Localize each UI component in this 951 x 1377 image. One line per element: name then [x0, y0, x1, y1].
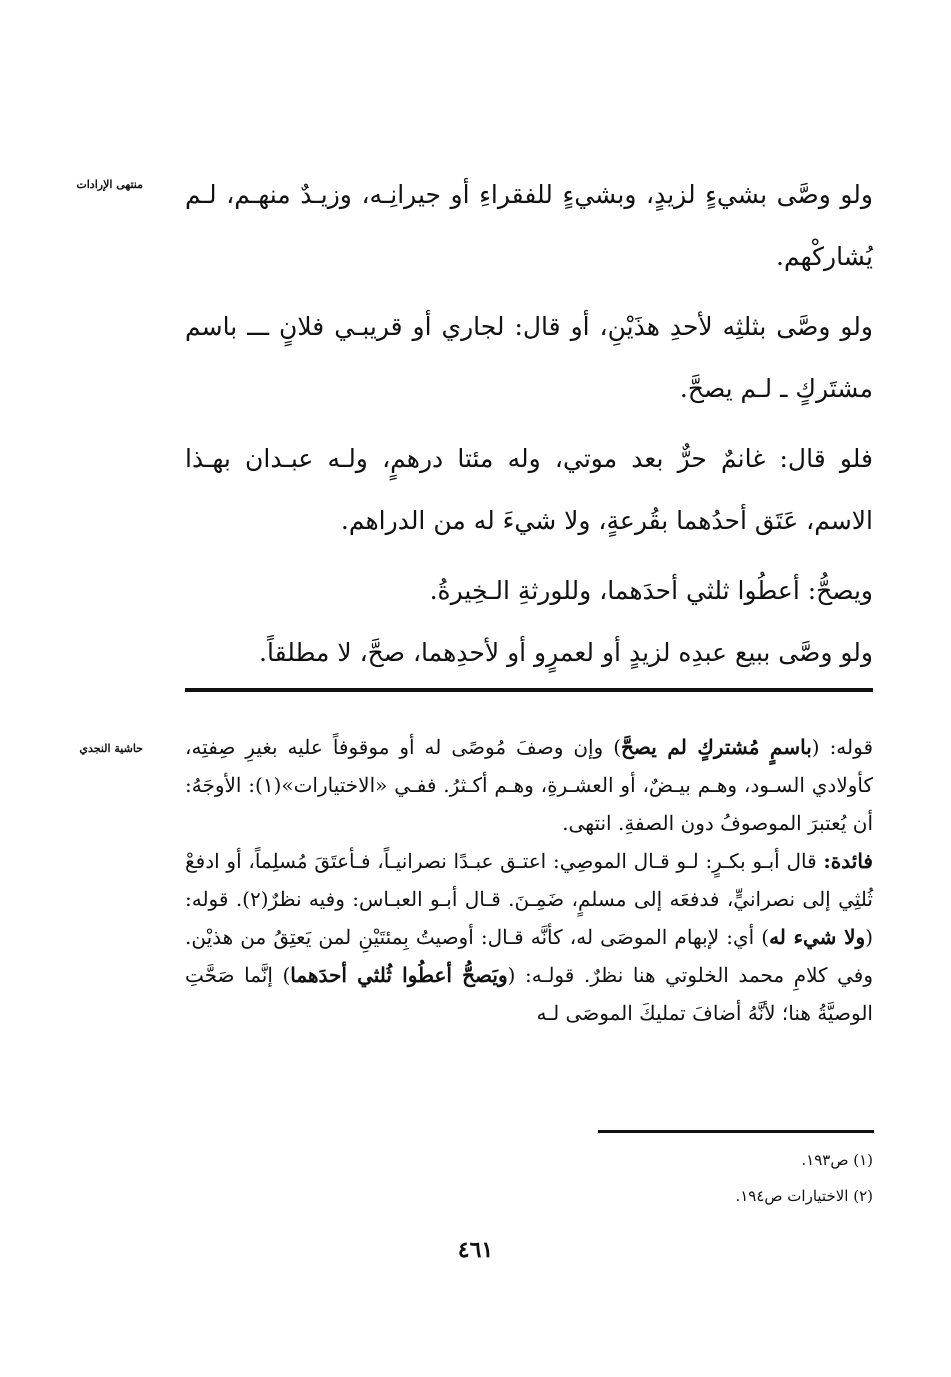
main-paragraph: ولو وصَّى بثلثِه لأحدِ هذَيْنِ، أو قال: لجاري أو قريبـي فلانٍ ـــ باسم مشتَركٍ ـ لـم يصحَّ. [185, 312, 873, 403]
page-number: ٤٦١ [457, 1237, 494, 1263]
commentary-paragraph [185, 728, 873, 842]
commentary-text: ) إنَّما صَحَّتِ الوصيَّةُ هنا؛ لأنَّهُ أضافَ تمليكَ الموصَى لـه [185, 963, 873, 1025]
main-text-block [185, 164, 873, 684]
footnote: (١) ص١٩٣. [801, 1151, 873, 1169]
commentary-lead: قوله: ( [811, 735, 874, 759]
footnote: (٢) الاختيارات ص١٩٤. [735, 1187, 873, 1205]
commentary-block [185, 728, 873, 1032]
running-header-book-title: منتهى الإرادات [76, 178, 143, 191]
main-paragraph: ولو وصَّى ببيع عبدِه لزيدٍ أو لعمرٍو أو لأحدِهما، صحَّ، لا مطلقاً. [259, 638, 873, 667]
quoted-phrase: ويَصحُّ أعطُوا ثُلثي أحدَهما [290, 963, 508, 987]
footnote-divider [598, 1130, 874, 1133]
quoted-phrase: ولا شيء له [769, 925, 866, 949]
main-paragraph: فلو قال: غانمٌ حرٌّ بعد موتي، وله مئتا درهمٍ، ولـه عبـدان بهـذا الاسم، عَتَق أحدُهما بقُرعةٍ، ولا شيءَ له من الدراهم. [185, 444, 873, 535]
main-paragraph: ولو وصَّى بشيءٍ لزيدٍ، وبشيءٍ للفقراءِ أو جيرانِـه، وزيـدٌ منهـم، لـم يُشاركْهم. [185, 180, 873, 271]
running-header-commentary-title: حاشية النجدي [79, 742, 143, 755]
section-divider [185, 688, 873, 692]
commentary-text: ) وإن وصفَ مُوصًى له أو موقوفاً عليه بغيرِ صِفتِه، كأولادي السـود، وهـم بيـضٌ، أو العشـرةِ، وهـم أكـثرُ. ففـي «الاختيارات»(١): الأوجَهُ: أن يُعتبرَ الموصوفُ دون الصفةِ. انتهى. [185, 735, 874, 835]
note-label: فائدة: [823, 849, 873, 873]
commentary-text: ) أي: لإبهام الموصَى له، كأنَّه قـال: أوصيتُ بِمئتَيْنِ لمن يَعتِقُ من هذيْن. وفي كلامِ محمد الخلوتي هنا نظرٌ. قولـه: ( [185, 925, 874, 987]
main-paragraph: ويصحُّ: أعطُوا ثلثي أحدَهما، وللورثةِ الـخِيرةُ. [429, 576, 873, 605]
footnotes-block [185, 1142, 873, 1214]
commentary-paragraph [185, 842, 873, 1032]
commentary-text: قال أبـو بكـرٍ: لـو قـال الموصِي: اعتـق عبـدًا نصرانيـاً، فـأعتَقَ مُسلِماً، أو ادفعْ ثُلثِي إلى نصرانيٍّ، فدفعَه إلى مسلمٍ، ضَمِـنَ. قـال أبـو العبـاس: وفيه نظرٌ(٢). قوله: ( [185, 849, 874, 949]
quoted-phrase: باسمٍ مُشتركٍ لم يصحَّ [621, 735, 812, 759]
